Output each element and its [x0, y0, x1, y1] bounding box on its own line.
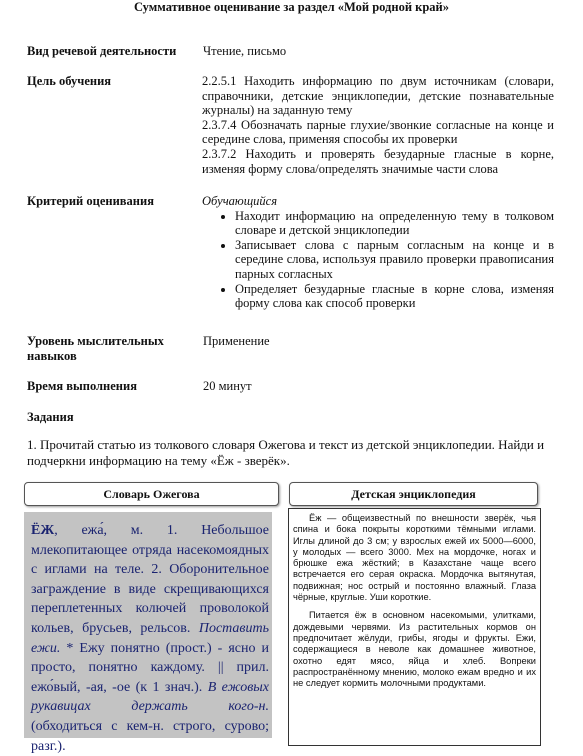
encyclopedia-paragraph: Питается ёж в основном насекомыми, улитками, дождевыми червями. Из растительных кормов он предпочитает жёлуди, грибы, ягоды и фрукты. Ежи, содержащиеся в неволе как домашнее животное, охотно едят мясо, яйца и хлеб. Вопреки распространённому мнению, молоко ежам вредно и их не следует кормить молочными продуктами. — [293, 610, 536, 689]
goals-list — [202, 74, 554, 176]
criteria-list — [202, 209, 554, 311]
goal-item: 2.3.7.4 Обозначать парные глухие/звонкие согласные на конце и середине слова, применяя способы их проверки — [202, 117, 554, 147]
task-1-text: 1. Прочитай статью из толкового словаря Ожегова и текст из детской энциклопедии. Найди и подчеркни информацию на тему «Ёж - зверёк». — [27, 437, 545, 468]
goal-item: 2.3.7.2 Находить и проверять безударные гласные в корне, изменяя форму слова/определять значимые части слова — [202, 146, 554, 176]
ozhegov-entry — [31, 521, 269, 756]
page-title: Суммативное оценивание за раздел «Мой родной край» — [133, 0, 450, 14]
thinking-label: Уровень мыслительных навыков — [27, 334, 164, 363]
encyclopedia-paragraph: Ёж — общеизвестный по внешности зверёк, чья спина и бока покрыты короткими тёмными иглами. Иглы длиной до 3 см; у взрослых ежей их 5000—6000, у молодых — всего 3000. Мех на мордочке, ногах и брюшке ежа жёсткий; в Казахстане чаще всего встречается его серая окраска. Мордочка вытянутая, подвижная; нос острый и постоянно влажный. Глаза чёрные, круглые. Уши короткие. — [293, 513, 536, 603]
criteria-item: • Определяет безударные гласные в корне слова, изменяя форму слова как способ проверки — [235, 282, 554, 311]
criteria-item: • Записывает слова с парным согласным на конце и в середине слова, используя правило проверки правописания парных согласных — [235, 238, 554, 282]
criteria-label: Критерий оценивания — [27, 194, 154, 208]
criteria-intro: Обучающийся — [202, 194, 278, 208]
entry-example: Поставить ежи. — [31, 620, 269, 656]
entry-text: (обходиться с кем-н. строго, сурово; разг.). — [31, 718, 269, 754]
thinking-value: Применение — [203, 334, 270, 348]
tasks-heading: Задания — [27, 410, 74, 424]
criteria-item: • Находит информацию на определенную тему в толковом словаре и детской энциклопедии — [235, 209, 554, 238]
criteria-block — [202, 194, 554, 311]
goal-label: Цель обучения — [27, 74, 112, 88]
entry-text: , ежа́, м. 1. Небольшое млекопитающее отряда насекомоядных с иглами на теле. 2. Оборонительное заграждение в виде скрещивающихся переплетенных колючей проволокой кольев, брусьев, рельсов. — [31, 523, 269, 636]
ozhegov-header: Словарь Ожегова — [24, 482, 279, 506]
entry-example: В ежовых рукавицах держать кого-н. — [31, 679, 269, 715]
time-label: Время выполнения — [27, 379, 137, 393]
encyclopedia-header: Детская энциклопедия — [289, 482, 538, 506]
goal-item: 2.2.5.1 Находить информацию по двум источникам (словари, справочники, детские энциклопедии, детские познавательные журналы) на заданную тему — [202, 74, 554, 118]
activity-label: Вид речевой деятельности — [27, 44, 177, 58]
entry-text: * Ежу понятно (прост.) - ясно и просто, понятно каждому. || прил. ежо́вый, -ая, -ое (к 1 знач.). — [31, 640, 269, 695]
encyclopedia-text — [293, 513, 536, 689]
headword: ЁЖ — [31, 523, 55, 538]
time-value: 20 минут — [203, 379, 252, 393]
activity-value: Чтение, письмо — [203, 44, 287, 58]
